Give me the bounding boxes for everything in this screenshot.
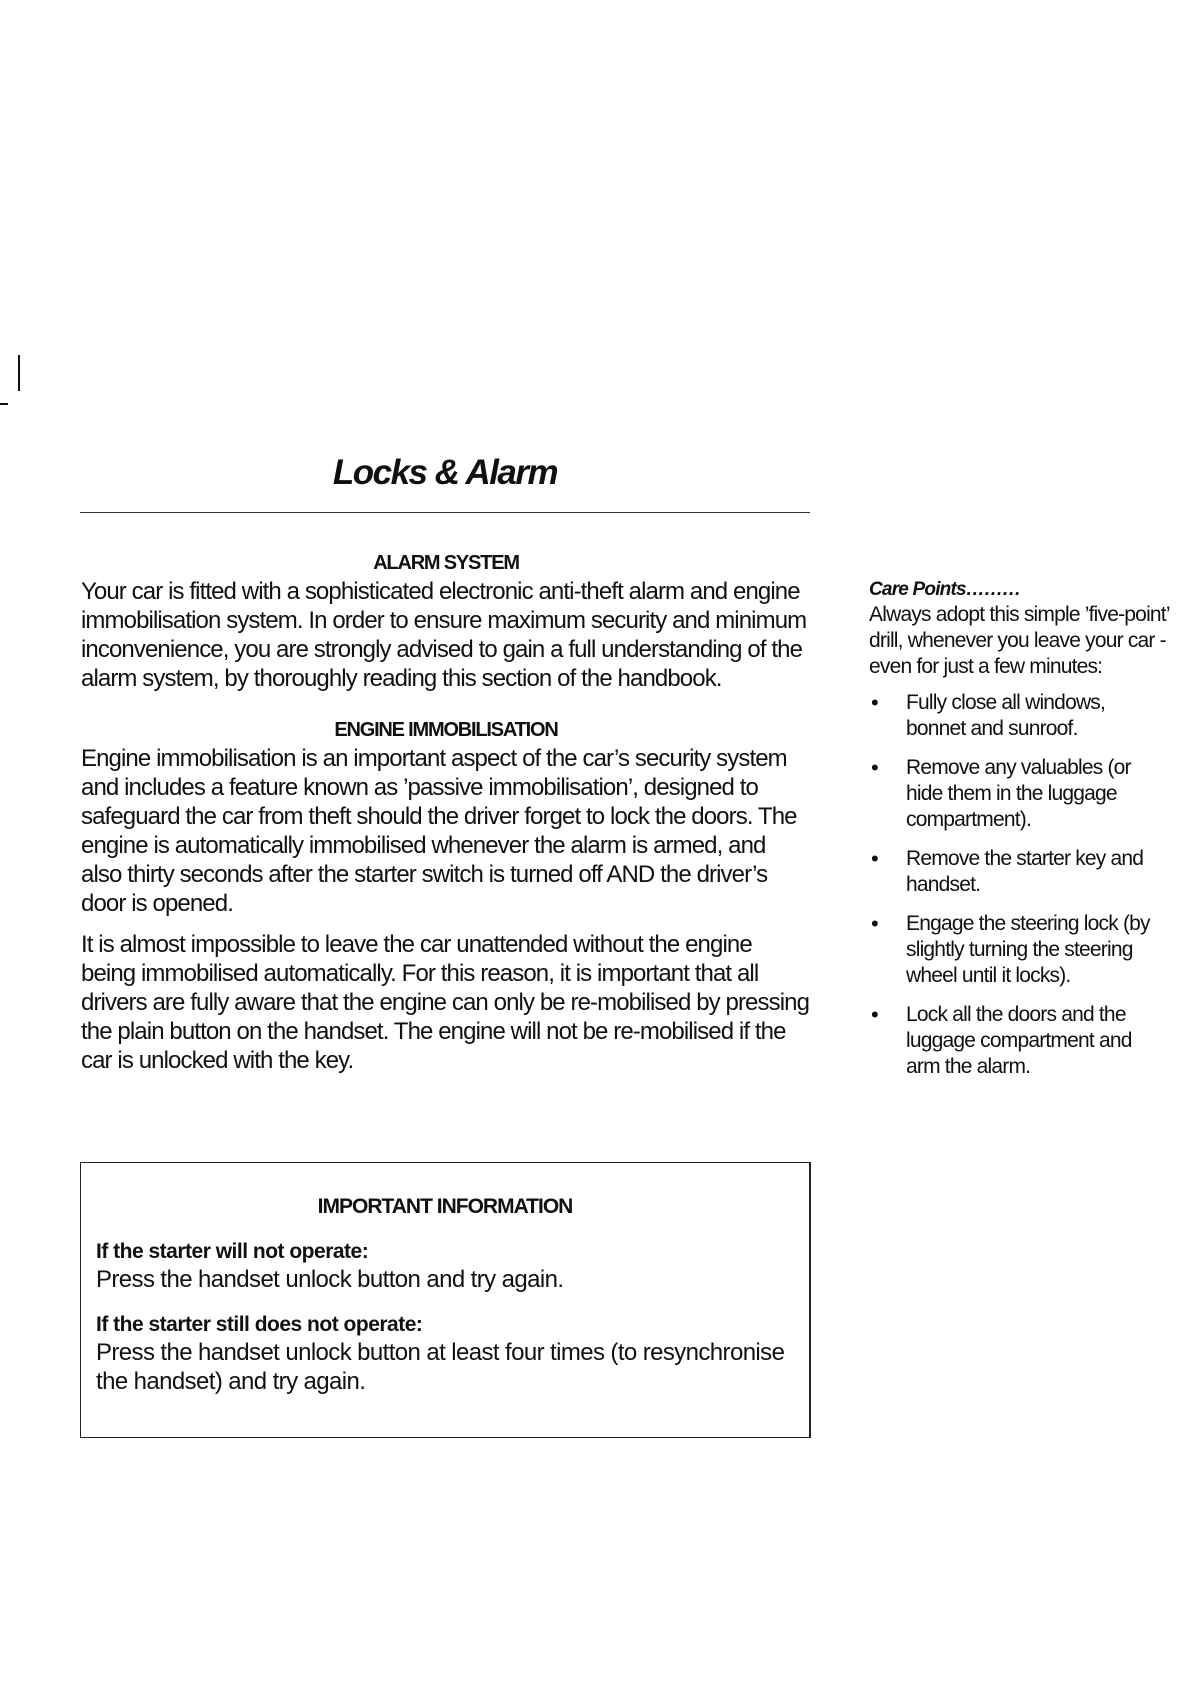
list-item: • Remove the starter key and handset. (871, 846, 1144, 896)
engine-immobilisation-heading: ENGINE IMMOBILISATION (334, 719, 558, 741)
main-column (81, 552, 811, 1087)
list-item: • Fully close all windows, bonnet and sunroof. (871, 690, 1106, 740)
crop-mark-horizontal (0, 403, 8, 405)
engine-immobilisation-text-1: Engine immobilisation is an important aspect of the car’s security system and includes a feature known as ’passive immobilisation’, designed to safeguard the car from theft should the driver forget to lock the doors. The engine is automatically immobilised whenever the alarm is armed, and also thirty seconds after the starter switch is turned off AND the driver’s door is opened. (81, 745, 797, 917)
important-information-title: IMPORTANT INFORMATION (317, 1195, 573, 1218)
title-divider (80, 512, 810, 513)
list-item: • Engage the steering lock (by slightly turning the steering wheel until it locks). (871, 911, 1150, 987)
list-item: • Remove any valuables (or hide them in the luggage compartment). (871, 755, 1131, 831)
starter-answer-2: Press the handset unlock button at least four times (to resynchronise the handset) and try again. (96, 1339, 785, 1395)
bullet-icon: • (871, 846, 878, 871)
care-points-sidebar (869, 578, 1169, 1093)
bullet-icon: • (871, 911, 878, 936)
bullet-icon: • (871, 690, 878, 715)
bullet-icon: • (871, 1002, 878, 1027)
crop-mark-vertical (18, 355, 20, 391)
bullet-icon: • (871, 755, 878, 780)
starter-answer-1: Press the handset unlock button and try again. (96, 1266, 564, 1293)
care-points-list (869, 690, 1169, 1080)
engine-immobilisation-text-2: It is almost impossible to leave the car unattended without the engine being immobilised automatically. For this reason, it is important that all drivers are fully aware that the engine can only be re-mobilised by pressing the plain button on the handset. The engine will not be re-mobilised if the car is unlocked with the key. (81, 931, 810, 1074)
alarm-system-text: Your car is fitted with a sophisticated electronic anti-theft alarm and engine immobilisation system. In order to ensure maximum security and minimum inconvenience, you are strongly advised to gain a full understanding of the alarm system, by thoroughly reading this section of the handbook. (81, 578, 807, 692)
important-information-box (80, 1162, 811, 1438)
starter-question-1: If the starter will not operate: (96, 1240, 369, 1263)
list-item: • Lock all the doors and the luggage compartment and arm the alarm. (871, 1002, 1132, 1078)
alarm-system-heading: ALARM SYSTEM (373, 552, 519, 574)
page-title: Locks & Alarm (332, 453, 558, 492)
starter-question-2: If the starter still does not operate: (96, 1313, 423, 1336)
care-points-intro: Always adopt this simple ’five-point’ drill, whenever you leave your car - even for just a few minutes: (869, 603, 1169, 678)
care-points-heading: Care Points……… (869, 579, 1021, 600)
